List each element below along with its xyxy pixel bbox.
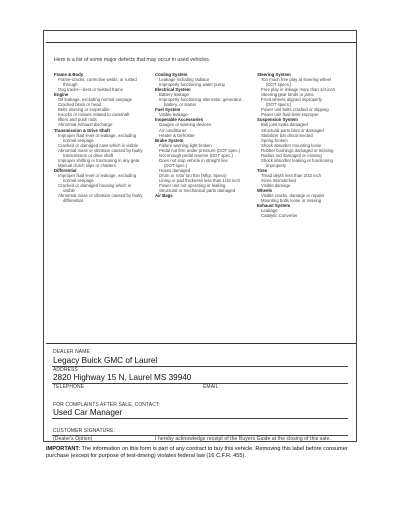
defect-item: Improperly functioning water pump bbox=[159, 82, 225, 88]
defect-category-heading: Cooling System bbox=[155, 72, 188, 77]
important-notice bbox=[46, 446, 358, 460]
defect-item: Front wheels aligned improperly bbox=[261, 97, 322, 103]
defect-category-heading: Air Bags bbox=[155, 193, 173, 199]
defect-item: Shock absorber mounting loose bbox=[261, 142, 322, 148]
defects-intro: Here is a list of some major defects that may occur in used vehicles. bbox=[54, 57, 211, 63]
defect-item: Abnormal noise or vibration caused by faulty bbox=[58, 147, 143, 153]
defects-column-2 bbox=[155, 72, 255, 198]
defect-item: Sizes mismatched bbox=[261, 177, 296, 183]
defect-item: Not enough pedal reserve (DOT spec.) bbox=[159, 152, 233, 158]
defect-item: Power unit not operating or leaking bbox=[159, 183, 226, 189]
defect-category-heading: Brake System bbox=[155, 137, 184, 143]
defect-item: Power unit belts cracked or slipping bbox=[261, 107, 329, 113]
defect-item: differential bbox=[63, 198, 83, 204]
defect-category-heading: Exhaust System bbox=[257, 203, 291, 209]
defect-category-heading: Wheels bbox=[257, 188, 273, 194]
top-rule bbox=[46, 42, 356, 43]
defect-item: Ball joint seals damaged bbox=[261, 122, 308, 128]
defect-item: Spring broken bbox=[261, 137, 288, 143]
defect-category-heading: Suspension System bbox=[257, 117, 298, 123]
defect-item: Steering gear binds or jams bbox=[261, 92, 314, 98]
defect-item: Cracked or damaged case which is visible bbox=[58, 142, 139, 148]
dealer-name-value: Legacy Buick GMC of Laurel bbox=[53, 356, 158, 365]
defect-item: Dog tracks—bent or twisted frame bbox=[58, 87, 123, 93]
defect-item: transmission or drive shaft bbox=[63, 152, 114, 158]
defect-item: Air conditioner bbox=[159, 127, 187, 133]
defect-item: Cracked or damaged housing which is bbox=[58, 183, 131, 189]
defect-item: Improper shifting or functioning in any gear bbox=[58, 157, 140, 163]
defect-item: Lining or pad thickness less than 1/32 inch bbox=[159, 177, 240, 183]
defect-item: Power unit fluid level improper bbox=[261, 112, 319, 118]
defects-column-1 bbox=[54, 72, 152, 203]
complaints-line bbox=[52, 418, 348, 419]
defect-item: normal seepage bbox=[63, 177, 94, 183]
dealer-section-rule bbox=[46, 343, 356, 344]
defect-item: Abnormal noise or vibration caused by faulty bbox=[58, 193, 143, 199]
defect-item: (DOT spec.) bbox=[164, 162, 188, 168]
defect-item: normal seepage bbox=[63, 137, 94, 143]
defect-item: Failure warning light broken bbox=[159, 142, 212, 148]
defect-item: Hoses damaged bbox=[159, 167, 191, 173]
defect-item: Oil leakage, excluding normal seepage bbox=[58, 97, 133, 103]
signature-sub: (Dealer's Option) bbox=[53, 436, 93, 442]
defect-item: Leakage bbox=[261, 208, 278, 214]
defect-item: Structural parts bent or damaged bbox=[261, 127, 324, 133]
defect-item: (DOT specs.) bbox=[266, 82, 292, 88]
defect-category-heading: Fuel System bbox=[155, 107, 181, 113]
defect-item: Shock absorber leaking or functioning bbox=[261, 157, 333, 163]
defect-category-heading: Steering System bbox=[257, 72, 291, 77]
address-line bbox=[52, 383, 348, 384]
defect-item: battery, or starter bbox=[164, 102, 197, 108]
defect-item: Gauges or warning devices bbox=[159, 122, 212, 128]
defect-item: Rubber bushings damaged or missing bbox=[261, 147, 334, 153]
defect-category-heading: Frame & Body bbox=[54, 72, 84, 77]
defect-item: Manual clutch slips or chatters bbox=[58, 162, 116, 168]
defect-category-heading: Engine bbox=[54, 92, 69, 98]
defect-item: Tread depth less than 2/32 inch bbox=[261, 172, 322, 178]
address-label: ADDRESS bbox=[53, 367, 78, 373]
defect-item: improperly bbox=[266, 162, 287, 168]
defect-item: Battery leakage bbox=[159, 92, 189, 98]
defect-item: lifters and push rods bbox=[58, 117, 97, 123]
defect-item: Knocks or misses related to camshaft bbox=[58, 112, 130, 118]
defect-item: Heater & Defroster bbox=[159, 132, 195, 138]
defect-item: Too much free play at steering wheel bbox=[261, 77, 331, 83]
defect-item: Does not stop vehicle in straight line bbox=[159, 157, 228, 163]
defect-item: Visible damage bbox=[261, 183, 291, 189]
dealer-name-label: DEALER NAME bbox=[53, 349, 90, 355]
defect-item: Leakage including radiator bbox=[159, 77, 210, 83]
notice-label: IMPORTANT: bbox=[46, 446, 81, 452]
defect-item: Mounting bolts loose or missing bbox=[261, 198, 322, 204]
email-label: EMAIL bbox=[203, 384, 219, 390]
dealer-name-line bbox=[52, 366, 348, 367]
defect-item: Improper fluid level or leakage, excluding bbox=[58, 172, 137, 178]
complaints-label: FOR COMPLAINTS AFTER SALE, CONTACT: bbox=[53, 402, 161, 408]
defect-item: Visible cracks, damage or repairs bbox=[261, 193, 325, 199]
defect-category-heading: Inoperable Accessories bbox=[155, 117, 204, 123]
defect-item: Frame-cracks, corrective welds, or rusted bbox=[58, 77, 137, 83]
defect-item: Abnormal exhaust discharge bbox=[58, 122, 113, 128]
defect-item: Improper fluid level or leakage, excluding bbox=[58, 132, 137, 138]
defect-item: through bbox=[63, 82, 78, 88]
defect-category-heading: Tires bbox=[257, 167, 268, 173]
defect-item: visible bbox=[63, 188, 75, 194]
defect-item: Belts missing or inoperable bbox=[58, 107, 110, 113]
telephone-label: TELEPHONE bbox=[53, 384, 85, 390]
defect-item: Pedal not firm under pressure (DOT spec.) bbox=[159, 147, 241, 153]
defect-item: Catalytic Converter bbox=[261, 213, 298, 219]
defect-item: Visible leakage bbox=[159, 112, 188, 118]
defect-item: Stabilizer bar disconnected bbox=[261, 132, 313, 138]
defect-item: (DOT specs.) bbox=[266, 102, 292, 108]
complaints-value: Used Car Manager bbox=[53, 408, 123, 417]
defect-item: Cracked block or head bbox=[58, 102, 101, 108]
defect-category-heading: Transmission & Drive Shaft bbox=[54, 127, 110, 133]
acknowledge-text: I hereby acknowledge receipt of the Buyers Guide at the closing of this sale. bbox=[155, 436, 331, 442]
defect-item: Improperly functioning alternator, generator, bbox=[159, 97, 243, 103]
defect-category-heading: Electrical System bbox=[155, 87, 191, 93]
notice-text: The information on this form is part of any contract to buy this vehicle. Removing this label before consumer purchase (except for purpose of test-driving) violates federal law (16 C.F.R. 455). bbox=[46, 446, 348, 459]
signature-label: CUSTOMER SIGNATURE: bbox=[53, 428, 115, 434]
defect-item: Free play in linkage more than 1/4 inch bbox=[261, 87, 336, 93]
address-value: 2820 Highway 15 N, Laurel MS 39940 bbox=[53, 373, 192, 382]
defect-item: Drum or rotor too thin (Mfgr. Specs) bbox=[159, 172, 227, 178]
defect-item: Structural or mechanical parts damaged bbox=[159, 188, 236, 194]
defect-item: Radius rod damaged or missing bbox=[261, 152, 322, 158]
defect-category-heading: Differential bbox=[54, 167, 77, 173]
defects-column-3 bbox=[257, 72, 355, 218]
